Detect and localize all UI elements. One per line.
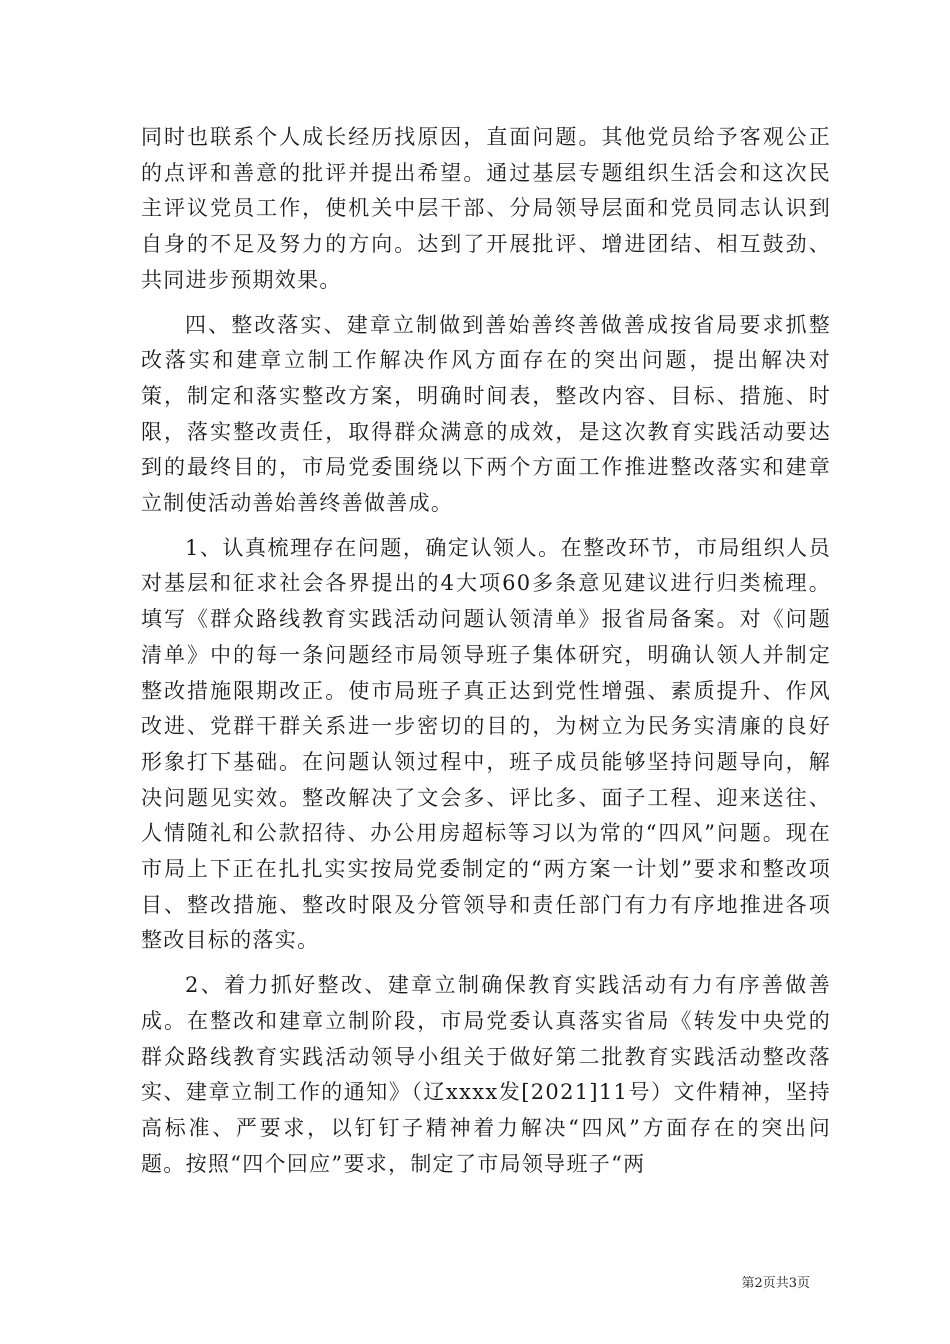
page-number-footer: 第2页共3页 <box>741 1276 810 1291</box>
paragraph-4-item-two: 2、着力抓好整改、建章立制确保教育实践活动有力有序善做善成。在整改和建章立制阶段，市局党委认真落实省局《转发中央党的群众路线教育实践活动领导小组关于做好第二批教育实践活动整改落实、建章立制工作的通知》（辽xxxx发[2021]11号）文件精神，坚持高标准、严要求，以钉钉子精神着力解决“四风”方面存在的突出问题。按照“四个回应”要求，制定了市局领导班子“两 <box>141 973 831 1176</box>
paragraph-2-section-four: 四、整改落实、建章立制做到善始善终善做善成按省局要求抓整改落实和建章立制工作解决作风方面存在的突出问题，提出解决对策，制定和落实整改方案，明确时间表，整改内容、目标、措施、时限，落实整改责任，取得群众满意的成效，是这次教育实践活动要达到的最终目的，市局党委围绕以下两个方面工作推进整改落实和建章立制使活动善始善终善做善成。 <box>141 312 831 516</box>
paragraph-1: 同时也联系个人成长经历找原因，直面问题。其他党员给予客观公正的点评和善意的批评并提出希望。通过基层专题组织生活会和这次民主评议党员工作，使机关中层干部、分局领导层面和党员同志认识到自身的不足及努力的方向。达到了开展批评、增进团结、相互鼓劲、共同进步预期效果。 <box>141 125 831 292</box>
paragraph-3-item-one: 1、认真梳理存在问题，确定认领人。在整改环节，市局组织人员对基层和征求社会各界提出的4大项60多条意见建议进行归类梳理。填写《群众路线教育实践活动问题认领清单》报省局备案。对《问题清单》中的每一条问题经市局领导班子集体研究，明确认领人并制定整改措施限期改正。使市局班子真正达到党性增强、素质提升、作风改进、党群干群关系进一步密切的目的，为树立为民务实清廉的良好形象打下基础。在问题认领过程中，班子成员能够坚持问题导向，解决问题见实效。整改解决了文会多、评比多、面子工程、迎来送往、人情随礼和公款招待、办公用房超标等习以为常的“四风”问题。现在市局上下正在扎扎实实按局党委制定的“两方案一计划”要求和整改项目、整改措施、整改时限及分管领导和责任部门有力有序地推进各项整改目标的落实。 <box>141 535 831 953</box>
document-body <box>141 120 831 1182</box>
